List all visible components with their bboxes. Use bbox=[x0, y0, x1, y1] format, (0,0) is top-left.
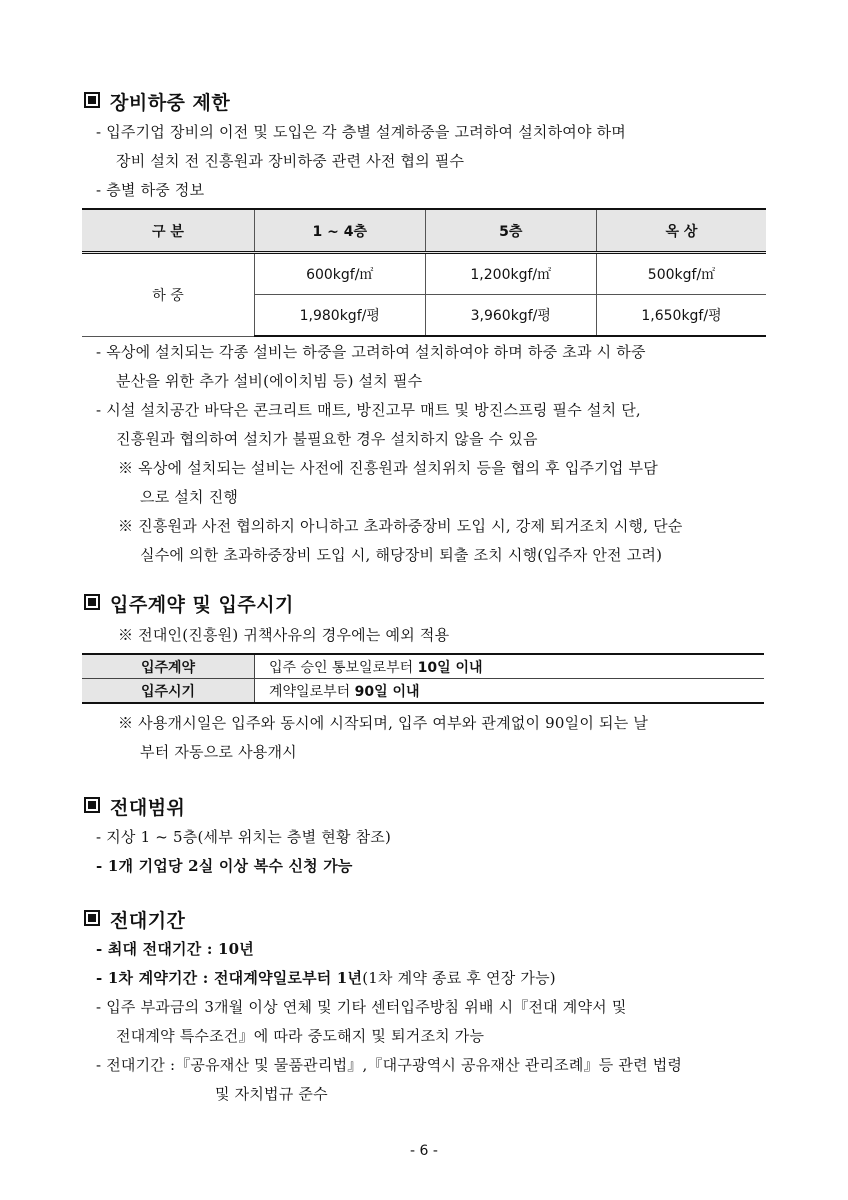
bullet-text: - 입주기업 장비의 이전 및 도입은 각 층별 설계하중을 고려하여 설치하여야 하며 bbox=[96, 123, 627, 141]
bullet-text: 및 자치법규 준수 bbox=[215, 1085, 328, 1103]
note-text: 실수에 의한 초과하중장비 도입 시, 해당장비 퇴출 조치 시행(입주자 안전 고려) bbox=[140, 546, 663, 564]
table-cell: 1,650kgf/평 bbox=[596, 295, 766, 337]
bullet-text: 장비 설치 전 진흥원과 장비하중 관련 사전 협의 필수 bbox=[116, 152, 465, 170]
bullet-text: 진흥원과 협의하여 설치가 불필요한 경우 설치하지 않을 수 있음 bbox=[116, 430, 538, 448]
table-row-label: 입주계약 bbox=[82, 654, 255, 679]
table-cell: 1,980kgf/평 bbox=[255, 295, 426, 337]
table-cell: 입주 승인 통보일로부터 10일 이내 bbox=[255, 654, 765, 679]
bullet-text: - 1개 기업당 2실 이상 복수 신청 가능 bbox=[96, 857, 353, 875]
bullet-text: - 1차 계약기간 : 전대계약일로부터 1년(1차 계약 종료 후 연장 가능) bbox=[96, 969, 556, 987]
note-text: 부터 자동으로 사용개시 bbox=[140, 743, 297, 761]
section-title-scope: 전대범위 bbox=[84, 793, 185, 820]
note-text: ※ 사용개시일은 입주와 동시에 시작되며, 입주 여부와 관계없이 90일이 되는 날 bbox=[118, 714, 649, 732]
note-text: ※ 옥상에 설치되는 설비는 사전에 진흥원과 설치위치 등을 협의 후 입주기업 부담 bbox=[118, 459, 658, 477]
section-marker-icon bbox=[84, 797, 100, 813]
table-header: 옥 상 bbox=[596, 209, 766, 253]
page-number: - 6 - bbox=[410, 1143, 438, 1159]
bullet-text: - 최대 전대기간 : 10년 bbox=[96, 940, 254, 958]
bullet-text: - 층별 하중 정보 bbox=[96, 181, 205, 199]
section-marker-icon bbox=[84, 910, 100, 926]
floor-load-table bbox=[82, 208, 766, 337]
table-header: 5층 bbox=[425, 209, 596, 253]
section-marker-icon bbox=[84, 92, 100, 108]
table-cell: 1,200kgf/㎡ bbox=[425, 253, 596, 295]
table-cell: 계약일로부터 90일 이내 bbox=[255, 679, 765, 704]
table-cell: 500kgf/㎡ bbox=[596, 253, 766, 295]
table-header: 1 ~ 4층 bbox=[255, 209, 426, 253]
note-text: ※ 진흥원과 사전 협의하지 아니하고 초과하중장비 도입 시, 강제 퇴거조치 시행, 단순 bbox=[118, 517, 683, 535]
table-row-label: 입주시기 bbox=[82, 679, 255, 704]
bullet-text: - 시설 설치공간 바닥은 콘크리트 매트, 방진고무 매트 및 방진스프링 필수 설치 단, bbox=[96, 401, 641, 419]
note-text: ※ 전대인(진흥원) 귀책사유의 경우에는 예외 적용 bbox=[118, 626, 450, 644]
contract-table bbox=[82, 653, 764, 704]
bullet-text: - 옥상에 설치되는 각종 설비는 하중을 고려하여 설치하여야 하며 하중 초과 시 하중 bbox=[96, 343, 646, 361]
bullet-text: - 전대기간 :『공유재산 및 물품관리법』,『대구광역시 공유재산 관리조례』등 관련 법령 bbox=[96, 1056, 683, 1074]
section-title-contract: 입주계약 및 입주시기 bbox=[84, 590, 294, 617]
section-marker-icon bbox=[84, 594, 100, 610]
table-cell: 600kgf/㎡ bbox=[255, 253, 426, 295]
section-title-period: 전대기간 bbox=[84, 906, 185, 933]
note-text: 으로 설치 진행 bbox=[140, 488, 239, 506]
bullet-text: - 지상 1 ~ 5층(세부 위치는 층별 현황 참조) bbox=[96, 828, 392, 846]
table-cell: 3,960kgf/평 bbox=[425, 295, 596, 337]
table-header: 구 분 bbox=[82, 209, 255, 253]
bullet-text: - 입주 부과금의 3개월 이상 연체 및 기타 센터입주방침 위배 시『전대 계약서 및 bbox=[96, 998, 627, 1016]
bullet-text: 전대계약 특수조건』에 따라 중도해지 및 퇴거조치 가능 bbox=[116, 1027, 485, 1045]
section-title-equipment-load: 장비하중 제한 bbox=[84, 88, 230, 115]
table-row-label: 하 중 bbox=[82, 253, 255, 337]
bullet-text: 분산을 위한 추가 설비(에이치빔 등) 설치 필수 bbox=[116, 372, 423, 390]
